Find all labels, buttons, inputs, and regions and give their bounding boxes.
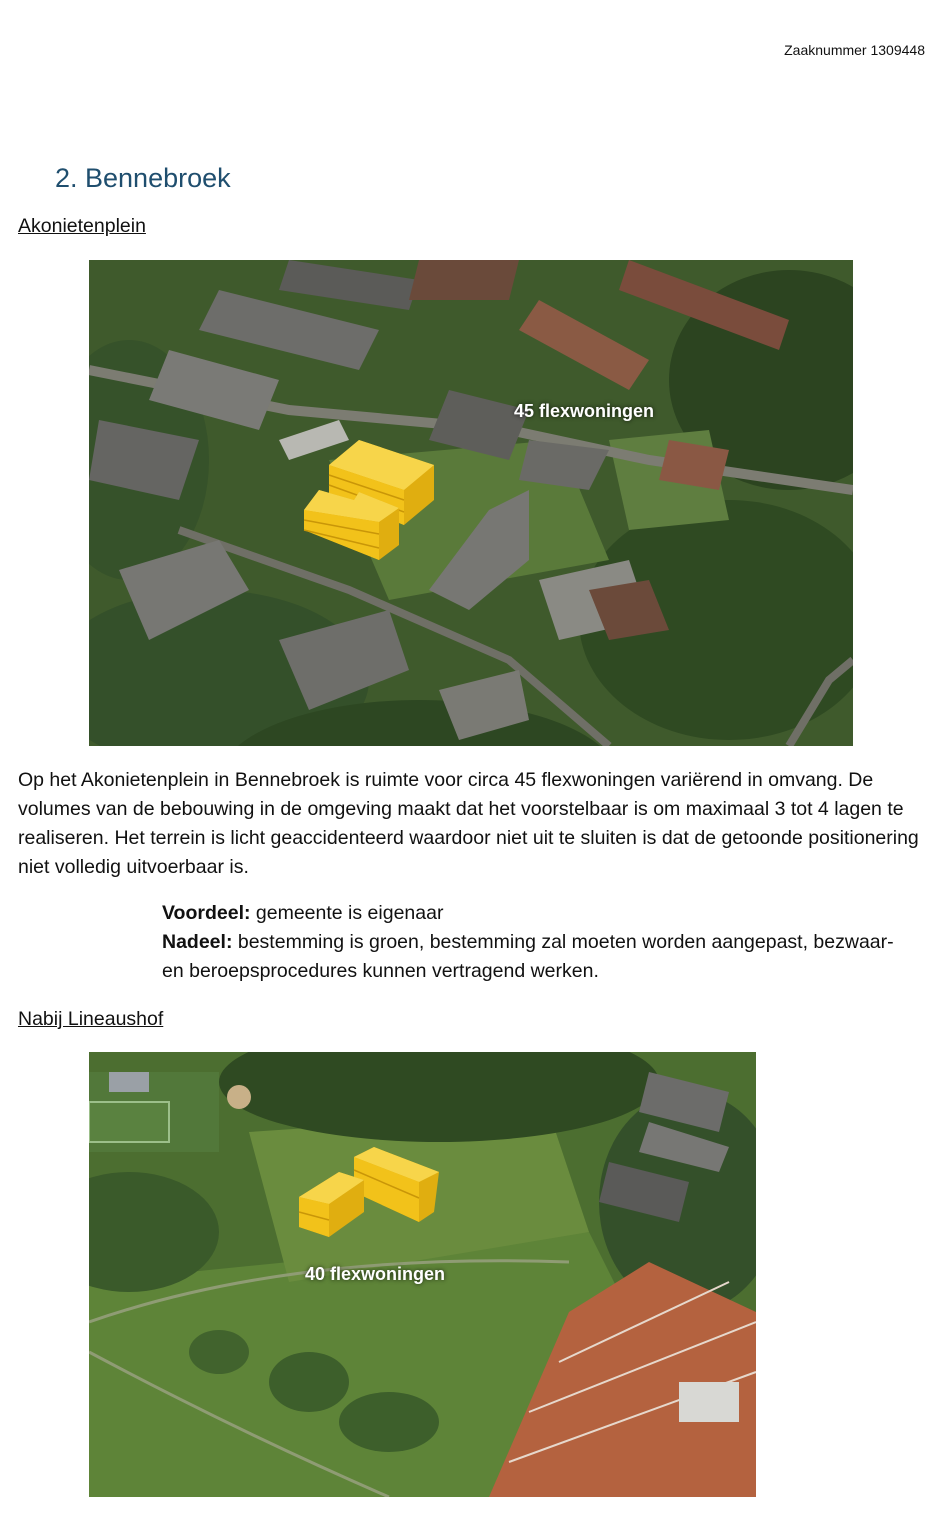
pros-label: Voordeel:: [162, 902, 251, 924]
cons-text: bestemming is groen, bestemming zal moeten worden aangepast, bezwaar- en beroepsprocedures kunnen vertragend werken.: [162, 931, 894, 982]
case-number: Zaaknummer 1309448: [784, 42, 925, 58]
photo-label-40: 40 flexwoningen: [305, 1264, 446, 1284]
location-heading-lineaushof: Nabij Lineaushof: [18, 1008, 164, 1030]
section-heading: 2. Bennebroek: [55, 163, 231, 193]
cons-line: [162, 928, 907, 986]
aerial-photo-akonietenplein: [89, 260, 853, 746]
location-heading-akonietenplein: Akonietenplein: [18, 215, 146, 237]
location-description: Op het Akonietenplein in Bennebroek is ruimte voor circa 45 flexwoningen variërend in omvang. De volumes van de bebouwing in de omgeving maakt dat het voorstelbaar is om maximaal 3 tot 4 lagen te realiseren. Het terrein is licht geaccidenteerd waardoor niet uit te sluiten is dat de getoonde positionering niet volledig uitvoerbaar is.: [18, 769, 919, 878]
pros-cons-block: [162, 899, 907, 986]
pros-line: [162, 899, 907, 928]
pros-text: gemeente is eigenaar: [250, 902, 444, 924]
aerial-photo-lineaushof: [89, 1052, 756, 1497]
cons-label: Nadeel:: [162, 931, 233, 953]
photo-label-45: 45 flexwoningen: [514, 401, 655, 421]
